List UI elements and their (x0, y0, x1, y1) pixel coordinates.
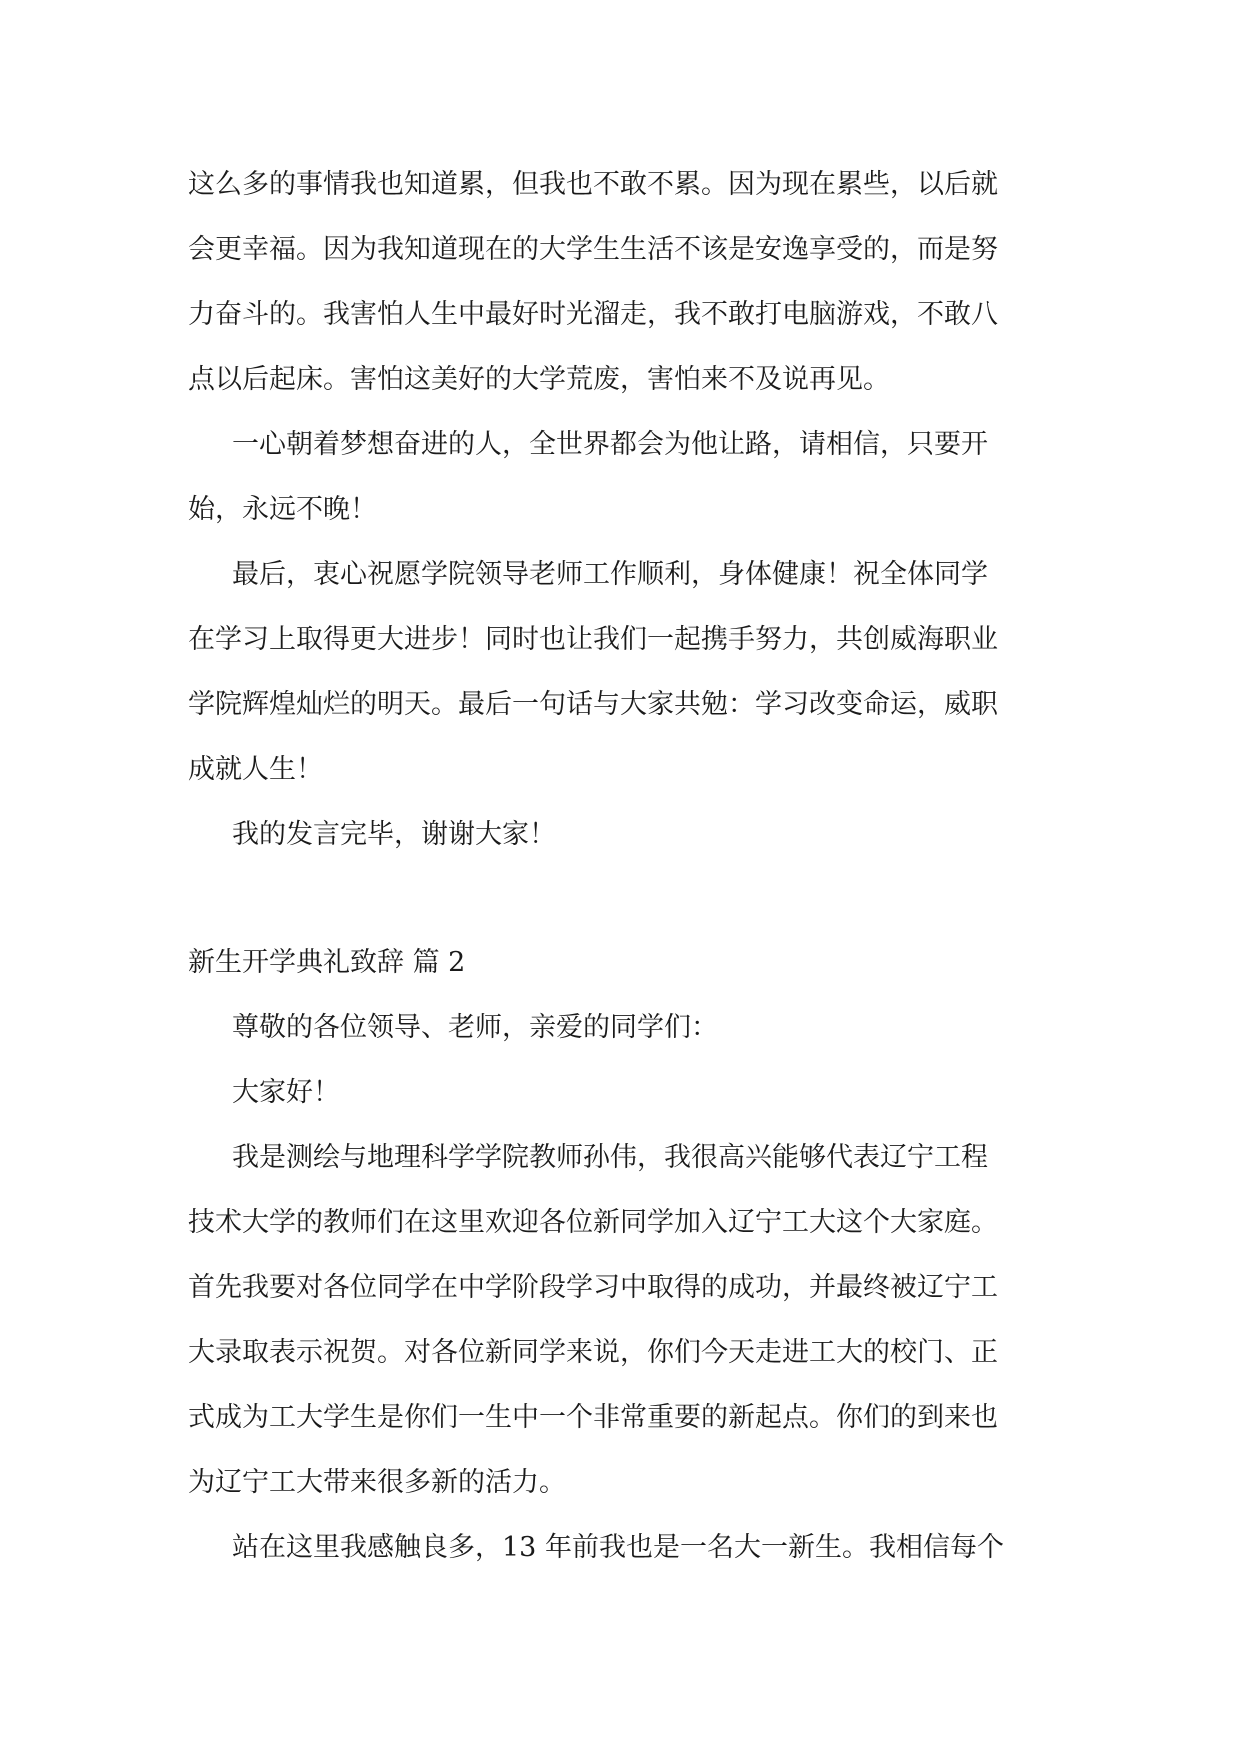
text-line: 力奋斗的。我害怕人生中最好时光溜走，我不敢打电脑游戏，不敢八 (188, 299, 998, 330)
text-line: 首先我要对各位同学在中学阶段学习中取得的成功，并最终被辽宁工 (188, 1272, 998, 1303)
section-heading: 新生开学典礼致辞 篇 2 (188, 947, 466, 978)
text-line: 站在这里我感触良多，13 年前我也是一名大一新生。我相信每个 (232, 1532, 1004, 1563)
text-line: 我是测绘与地理科学学院教师孙伟，我很高兴能够代表辽宁工程 (232, 1142, 988, 1173)
text-line: 最后，衷心祝愿学院领导老师工作顺利，身体健康！祝全体同学 (232, 559, 988, 590)
text-line: 尊敬的各位领导、老师，亲爱的同学们： (232, 1012, 718, 1043)
text-line: 大家好！ (232, 1077, 340, 1108)
text-line: 会更幸福。因为我知道现在的大学生生活不该是安逸享受的，而是努 (188, 234, 998, 265)
text-line: 技术大学的教师们在这里欢迎各位新同学加入辽宁工大这个大家庭。 (188, 1207, 998, 1238)
text-line: 点以后起床。害怕这美好的大学荒废，害怕来不及说再见。 (188, 364, 890, 395)
text-line: 学院辉煌灿烂的明天。最后一句话与大家共勉：学习改变命运，威职 (188, 689, 998, 720)
text-line: 为辽宁工大带来很多新的活力。 (188, 1467, 566, 1498)
text-line: 大录取表示祝贺。对各位新同学来说，你们今天走进工大的校门、正 (188, 1337, 998, 1368)
text-line: 始，永远不晚！ (188, 494, 377, 525)
text-line: 在学习上取得更大进步！同时也让我们一起携手努力，共创威海职业 (188, 624, 998, 655)
text-line: 这么多的事情我也知道累，但我也不敢不累。因为现在累些，以后就 (188, 169, 998, 200)
text-line: 我的发言完毕，谢谢大家！ (232, 819, 556, 850)
text-line: 成就人生！ (188, 754, 323, 785)
text-line: 一心朝着梦想奋进的人，全世界都会为他让路，请相信，只要开 (232, 429, 988, 460)
text-line: 式成为工大学生是你们一生中一个非常重要的新起点。你们的到来也 (188, 1402, 998, 1433)
